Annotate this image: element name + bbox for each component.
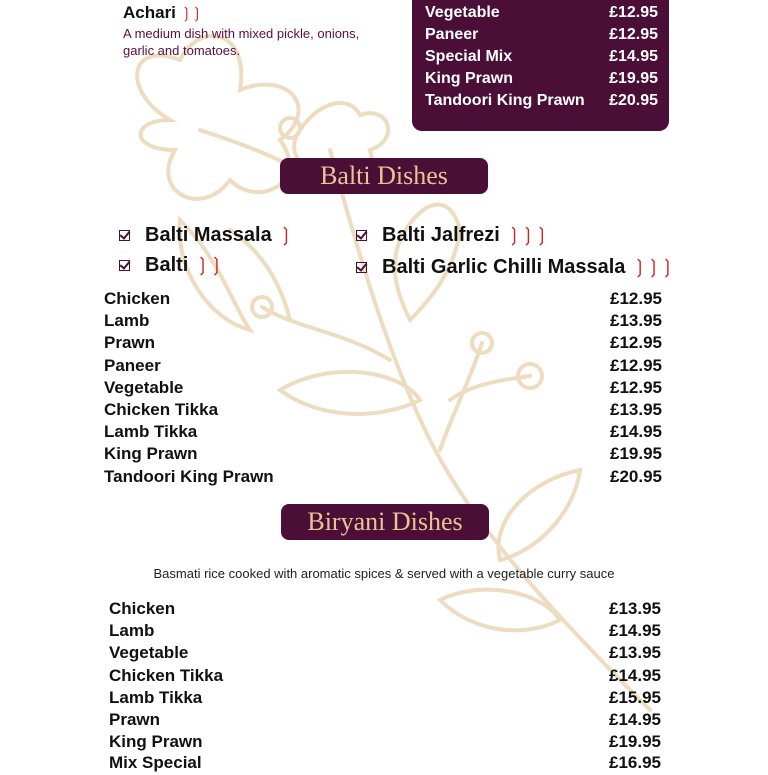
chili-icon: ❳ xyxy=(277,225,292,246)
biryani-dishes-heading: Biryani Dishes xyxy=(281,504,489,540)
item-price: £12.95 xyxy=(610,333,662,352)
item-name: Prawn xyxy=(104,333,156,352)
item-name: Vegetable xyxy=(425,4,500,21)
item-price: £20.95 xyxy=(609,92,658,109)
balti-dishes-heading: Balti Dishes xyxy=(280,158,488,194)
achari-description: A medium dish with mixed pickle, onions, garlic and tomatoes. xyxy=(123,26,360,58)
list-item xyxy=(109,732,661,754)
style-name: Balti Garlic Chilli Massala xyxy=(382,256,626,278)
item-name: King Prawn xyxy=(104,444,198,463)
item-name: Lamb xyxy=(109,621,155,640)
checkbox-icon xyxy=(356,230,367,241)
checkbox-icon xyxy=(119,260,130,271)
list-item xyxy=(104,400,662,422)
list-item xyxy=(109,643,661,665)
achari-title xyxy=(123,3,201,23)
list-item xyxy=(104,467,662,489)
item-name: Chicken xyxy=(104,289,171,308)
list-item xyxy=(109,599,661,621)
item-name: Mix Special xyxy=(109,753,202,772)
item-name: Vegetable xyxy=(104,378,184,397)
balti-style-item xyxy=(119,254,222,277)
style-name: Balti Jalfrezi xyxy=(382,224,500,246)
item-price: £12.95 xyxy=(610,356,662,375)
item-name: Lamb Tikka xyxy=(104,422,198,441)
item-name: Tandoori King Prawn xyxy=(104,467,274,486)
item-price: £13.95 xyxy=(609,643,661,662)
item-price: £19.95 xyxy=(609,732,661,751)
list-item xyxy=(104,289,662,311)
price-box-row xyxy=(425,4,658,22)
item-price: £12.95 xyxy=(610,289,662,308)
item-name: Vegetable xyxy=(109,643,189,662)
list-item xyxy=(109,753,661,775)
list-item xyxy=(109,621,661,643)
checkbox-icon xyxy=(119,230,130,241)
balti-style-item xyxy=(119,224,292,247)
price-box-row xyxy=(425,48,658,66)
item-name: King Prawn xyxy=(425,70,514,87)
list-item xyxy=(109,688,661,710)
style-name: Balti xyxy=(145,254,189,276)
curry-price-box xyxy=(412,0,669,131)
list-item xyxy=(104,444,662,466)
item-price: £12.95 xyxy=(610,378,662,397)
item-name: Paneer xyxy=(104,356,161,375)
price-box-row xyxy=(425,26,658,44)
biryani-description: Basmati rice cooked with aromatic spices & served with a vegetable curry sauce xyxy=(153,566,615,581)
item-price: £20.95 xyxy=(610,467,662,486)
list-item xyxy=(104,378,662,400)
item-price: £19.95 xyxy=(610,444,662,463)
item-price: £13.95 xyxy=(610,311,662,330)
item-price: £14.95 xyxy=(610,422,662,441)
list-item xyxy=(104,333,662,355)
item-price: £14.95 xyxy=(609,621,661,640)
item-price: £16.95 xyxy=(609,753,661,772)
item-price: £13.95 xyxy=(610,400,662,419)
item-price: £19.95 xyxy=(609,70,658,87)
style-name: Balti Massala xyxy=(145,224,272,246)
balti-style-item xyxy=(356,224,548,247)
item-price: £14.95 xyxy=(609,710,661,729)
balti-style-item xyxy=(356,256,673,279)
chili-icon: ❳❳ xyxy=(179,5,202,22)
item-price: £14.95 xyxy=(609,666,661,685)
checkbox-icon xyxy=(356,262,367,273)
item-name: Paneer xyxy=(425,26,479,43)
item-name: Prawn xyxy=(109,710,161,729)
chili-icon: ❳❳❳ xyxy=(505,225,548,246)
item-price: £12.95 xyxy=(609,4,658,21)
item-name: Lamb xyxy=(104,311,150,330)
item-price: £12.95 xyxy=(609,26,658,43)
list-item xyxy=(109,710,661,732)
price-box-row xyxy=(425,70,658,88)
price-box-row xyxy=(425,92,658,110)
item-price: £15.95 xyxy=(609,688,661,707)
item-price: £13.95 xyxy=(609,599,661,618)
item-name: Chicken Tikka xyxy=(104,400,219,419)
item-name: Chicken Tikka xyxy=(109,666,224,685)
list-item xyxy=(109,666,661,688)
chili-icon: ❳❳❳ xyxy=(631,257,674,278)
achari-name: Achari xyxy=(123,3,176,22)
item-name: Lamb Tikka xyxy=(109,688,203,707)
list-item xyxy=(104,356,662,378)
item-price: £14.95 xyxy=(609,48,658,65)
item-name: Chicken xyxy=(109,599,176,618)
chili-icon: ❳❳ xyxy=(194,255,223,276)
item-name: Tandoori King Prawn xyxy=(425,92,585,109)
item-name: King Prawn xyxy=(109,732,203,751)
item-name: Special Mix xyxy=(425,48,513,65)
list-item xyxy=(104,311,662,333)
list-item xyxy=(104,422,662,444)
